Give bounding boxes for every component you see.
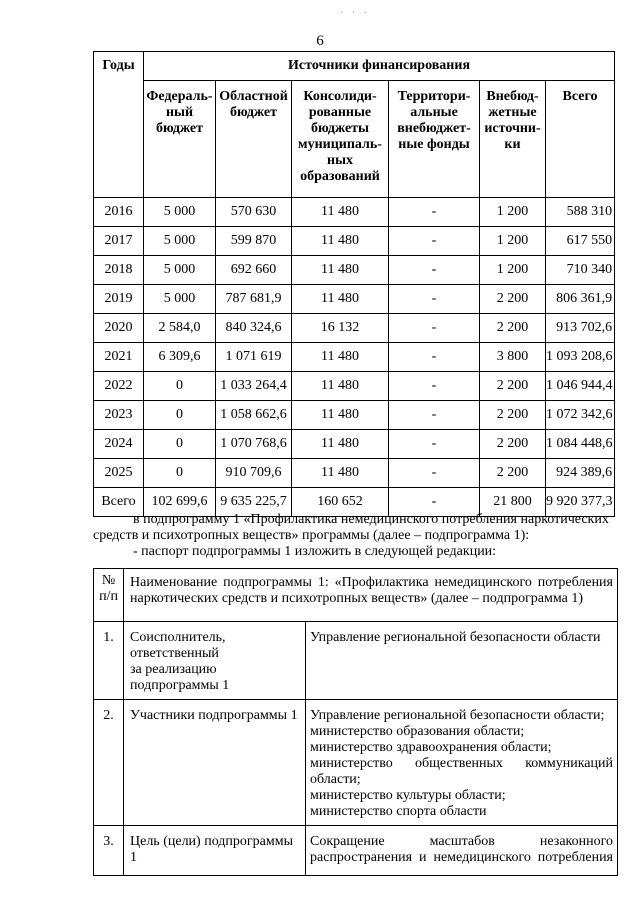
total-cell: 1 072 342,6 (546, 401, 615, 430)
federal-cell: 0 (144, 430, 216, 459)
federal-cell: 5 000 (144, 227, 216, 256)
municipal-cell: 160 652 (292, 488, 389, 517)
row-value: Управление региональной безопасности области; министерство образования области; министерство здравоохранения области; министерство общественных коммуникаций области; министерство культуры области; министерство спорта области (306, 700, 618, 826)
year-cell: 2022 (94, 372, 144, 401)
total-cell: 806 361,9 (546, 285, 615, 314)
municipal-cell: 11 480 (292, 285, 389, 314)
row-value: Сокращение масштабов незаконного распространения и немедицинского потребления (306, 826, 618, 876)
financing-row (94, 401, 615, 430)
row-number: 2. (94, 700, 124, 826)
municipal-cell: 11 480 (292, 227, 389, 256)
extrabudgetary-cell: 1 200 (480, 198, 546, 227)
year-cell: 2023 (94, 401, 144, 430)
regional-cell: 9 635 225,7 (216, 488, 292, 517)
municipal-cell: 11 480 (292, 343, 389, 372)
row-label: Участники подпрограммы 1 (124, 700, 306, 826)
regional-cell: 1 070 768,6 (216, 430, 292, 459)
financing-row (94, 459, 615, 488)
passport-instruction: - паспорт подпрограммы 1 изложить в следующей редакции: (133, 544, 497, 559)
passport-header-row (94, 569, 618, 622)
extrabudgetary-cell: 2 200 (480, 401, 546, 430)
extrabudgetary-cell: 1 200 (480, 227, 546, 256)
total-header: Всего (546, 81, 615, 198)
financing-row (94, 314, 615, 343)
years-header: Годы (94, 52, 144, 198)
regional-cell: 1 033 264,4 (216, 372, 292, 401)
passport-row (94, 826, 618, 876)
financing-table-body (94, 198, 615, 517)
federal-budget-header: Федераль- ный бюджет (144, 81, 216, 198)
total-cell: 1 046 944,4 (546, 372, 615, 401)
municipal-cell: 11 480 (292, 372, 389, 401)
year-cell: 2020 (94, 314, 144, 343)
regional-cell: 787 681,9 (216, 285, 292, 314)
regional-cell: 599 870 (216, 227, 292, 256)
financing-row (94, 256, 615, 285)
num-header: № п/п (94, 569, 124, 622)
total-cell: 913 702,6 (546, 314, 615, 343)
year-cell: Всего (94, 488, 144, 517)
municipal-cell: 16 132 (292, 314, 389, 343)
scan-marks: · · · (340, 8, 370, 19)
extrabudgetary-cell: 2 200 (480, 285, 546, 314)
extrabudgetary-cell: 2 200 (480, 430, 546, 459)
regional-cell: 1 071 619 (216, 343, 292, 372)
federal-cell: 5 000 (144, 256, 216, 285)
municipal-cell: 11 480 (292, 459, 389, 488)
financing-table (93, 51, 615, 517)
total-cell: 617 550 (546, 227, 615, 256)
extrabudgetary-cell: 3 800 (480, 343, 546, 372)
financing-row (94, 372, 615, 401)
passport-row (94, 700, 618, 826)
federal-cell: 2 584,0 (144, 314, 216, 343)
federal-cell: 0 (144, 372, 216, 401)
federal-cell: 6 309,6 (144, 343, 216, 372)
subprogram-title: Наименование подпрограммы 1: «Профилактика немедицинского потребления наркотических средств и психотропных веществ» (далее – подпрограмма 1) (124, 569, 618, 622)
total-cell: 710 340 (546, 256, 615, 285)
row-value: Управление региональной безопасности области (306, 622, 618, 700)
year-cell: 2025 (94, 459, 144, 488)
municipal-cell: 11 480 (292, 198, 389, 227)
extrabudgetary-cell: 2 200 (480, 314, 546, 343)
year-cell: 2017 (94, 227, 144, 256)
extrabudgetary-cell: 2 200 (480, 459, 546, 488)
row-label: Соисполнитель, ответственный за реализацию подпрограммы 1 (124, 622, 306, 700)
financing-row (94, 285, 615, 314)
federal-cell: 5 000 (144, 198, 216, 227)
regional-cell: 840 324,6 (216, 314, 292, 343)
territorial-cell: - (389, 488, 480, 517)
extrabudgetary-header: Внебюд- жетные источни- ки (480, 81, 546, 198)
year-cell: 2021 (94, 343, 144, 372)
financing-row (94, 198, 615, 227)
municipal-cell: 11 480 (292, 256, 389, 285)
municipal-cell: 11 480 (292, 401, 389, 430)
year-cell: 2019 (94, 285, 144, 314)
row-number: 1. (94, 622, 124, 700)
federal-cell: 102 699,6 (144, 488, 216, 517)
extrabudgetary-cell: 2 200 (480, 372, 546, 401)
territorial-cell: - (389, 256, 480, 285)
federal-cell: 0 (144, 401, 216, 430)
regional-cell: 692 660 (216, 256, 292, 285)
passport-table (93, 568, 618, 876)
territorial-cell: - (389, 198, 480, 227)
year-cell: 2016 (94, 198, 144, 227)
total-cell: 588 310 (546, 198, 615, 227)
territorial-cell: - (389, 343, 480, 372)
extrabudgetary-cell: 1 200 (480, 256, 546, 285)
regional-cell: 1 058 662,6 (216, 401, 292, 430)
year-cell: 2024 (94, 430, 144, 459)
territorial-cell: - (389, 430, 480, 459)
territorial-cell: - (389, 314, 480, 343)
municipal-cell: 11 480 (292, 430, 389, 459)
year-cell: 2018 (94, 256, 144, 285)
regional-budget-header: Областной бюджет (216, 81, 292, 198)
federal-cell: 0 (144, 459, 216, 488)
row-label: Цель (цели) подпрограммы 1 (124, 826, 306, 876)
territorial-cell: - (389, 372, 480, 401)
row-number: 3. (94, 826, 124, 876)
financing-row (94, 430, 615, 459)
total-cell: 1 084 448,6 (546, 430, 615, 459)
territorial-cell: - (389, 285, 480, 314)
page-number: 6 (316, 33, 324, 49)
total-cell: 924 389,6 (546, 459, 615, 488)
total-cell: 9 920 377,3 (546, 488, 615, 517)
total-cell: 1 093 208,6 (546, 343, 615, 372)
territorial-cell: - (389, 459, 480, 488)
territorial-cell: - (389, 227, 480, 256)
passport-row (94, 622, 618, 700)
amendment-paragraph: в подпрограмму 1 «Профилактика немедицинского потребления наркотических средств и психотропных веществ» программы (далее – подпрограмма 1): (93, 512, 609, 543)
regional-cell: 910 709,6 (216, 459, 292, 488)
financing-row (94, 343, 615, 372)
federal-cell: 5 000 (144, 285, 216, 314)
regional-cell: 570 630 (216, 198, 292, 227)
territorial-funds-header: Территори- альные внебюджет- ные фонды (389, 81, 480, 198)
territorial-cell: - (389, 401, 480, 430)
extrabudgetary-cell: 21 800 (480, 488, 546, 517)
financing-row (94, 227, 615, 256)
sources-header: Источники финансирования (144, 52, 615, 81)
municipal-budgets-header: Консолиди- рованные бюджеты муниципаль- ных образований (292, 81, 389, 198)
